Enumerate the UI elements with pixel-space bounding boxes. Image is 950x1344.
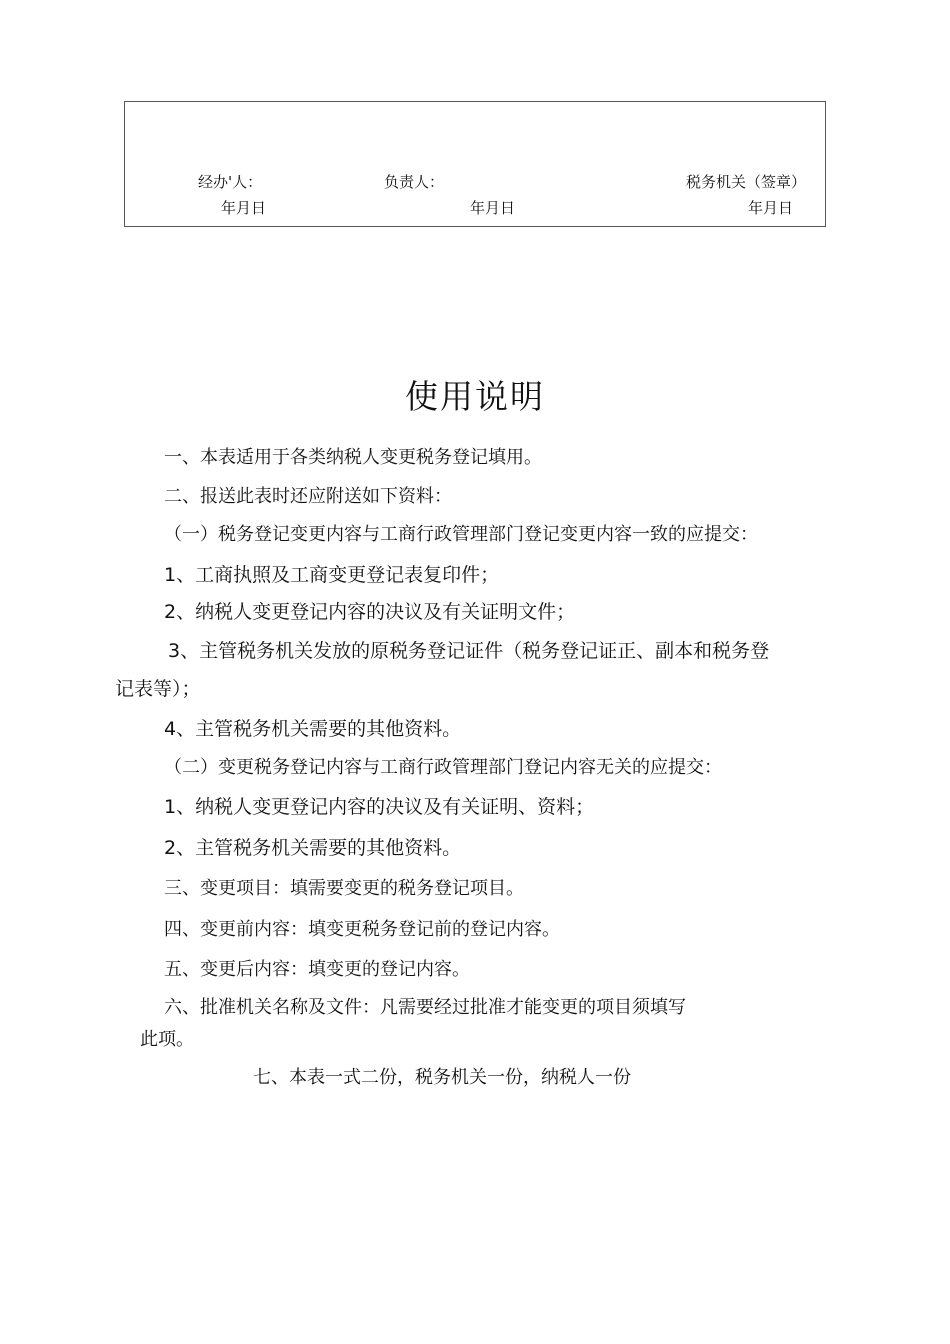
instruction-item: 2、主管税务机关需要的其他资料。 (164, 837, 462, 859)
instruction-item: 3、主管税务机关发放的原税务登记证件（税务登记证正、副本和税务登 (168, 640, 770, 662)
signature-box (124, 101, 826, 227)
instruction-item: 五、变更后内容：填变更的登记内容。 (164, 959, 470, 980)
instruction-item: （二）变更税务登记内容与工商行政管理部门登记内容无关的应提交： (164, 757, 722, 778)
principal-label: 负责人： (384, 173, 445, 191)
instruction-item: 4、主管税务机关需要的其他资料。 (164, 718, 462, 740)
date-tax-authority: 年月日 (748, 199, 794, 217)
instruction-item: 记表等）； (115, 678, 201, 700)
instruction-item: 此项。 (140, 1029, 194, 1050)
date-handler: 年月日 (221, 199, 267, 217)
tax-authority-label: 税务机关（签章） (686, 173, 807, 191)
instruction-item: 三、变更项目：填需要变更的税务登记项目。 (164, 878, 524, 899)
instruction-item: 1、工商执照及工商变更登记表复印件； (164, 564, 500, 586)
instruction-item: 七、本表一式二份，税务机关一份，纳税人一份 (253, 1067, 631, 1088)
instruction-item: 四、变更前内容：填变更税务登记前的登记内容。 (164, 919, 560, 940)
instruction-item: 一、本表适用于各类纳税人变更税务登记填用。 (164, 447, 542, 468)
instruction-item: 1、纳税人变更登记内容的决议及有关证明、资料； (164, 796, 595, 818)
instruction-item: （一）税务登记变更内容与工商行政管理部门登记变更内容一致的应提交： (164, 524, 758, 545)
date-principal: 年月日 (470, 199, 516, 217)
instruction-item: 六、批准机关名称及文件：凡需要经过批准才能变更的项目须填写 (164, 997, 686, 1018)
instruction-item: 2、纳税人变更登记内容的决议及有关证明文件； (164, 601, 576, 623)
page-title: 使用说明 (405, 377, 545, 416)
handler-label: 经办'人： (198, 173, 263, 191)
instruction-item: 二、报送此表时还应附送如下资料： (164, 486, 452, 507)
